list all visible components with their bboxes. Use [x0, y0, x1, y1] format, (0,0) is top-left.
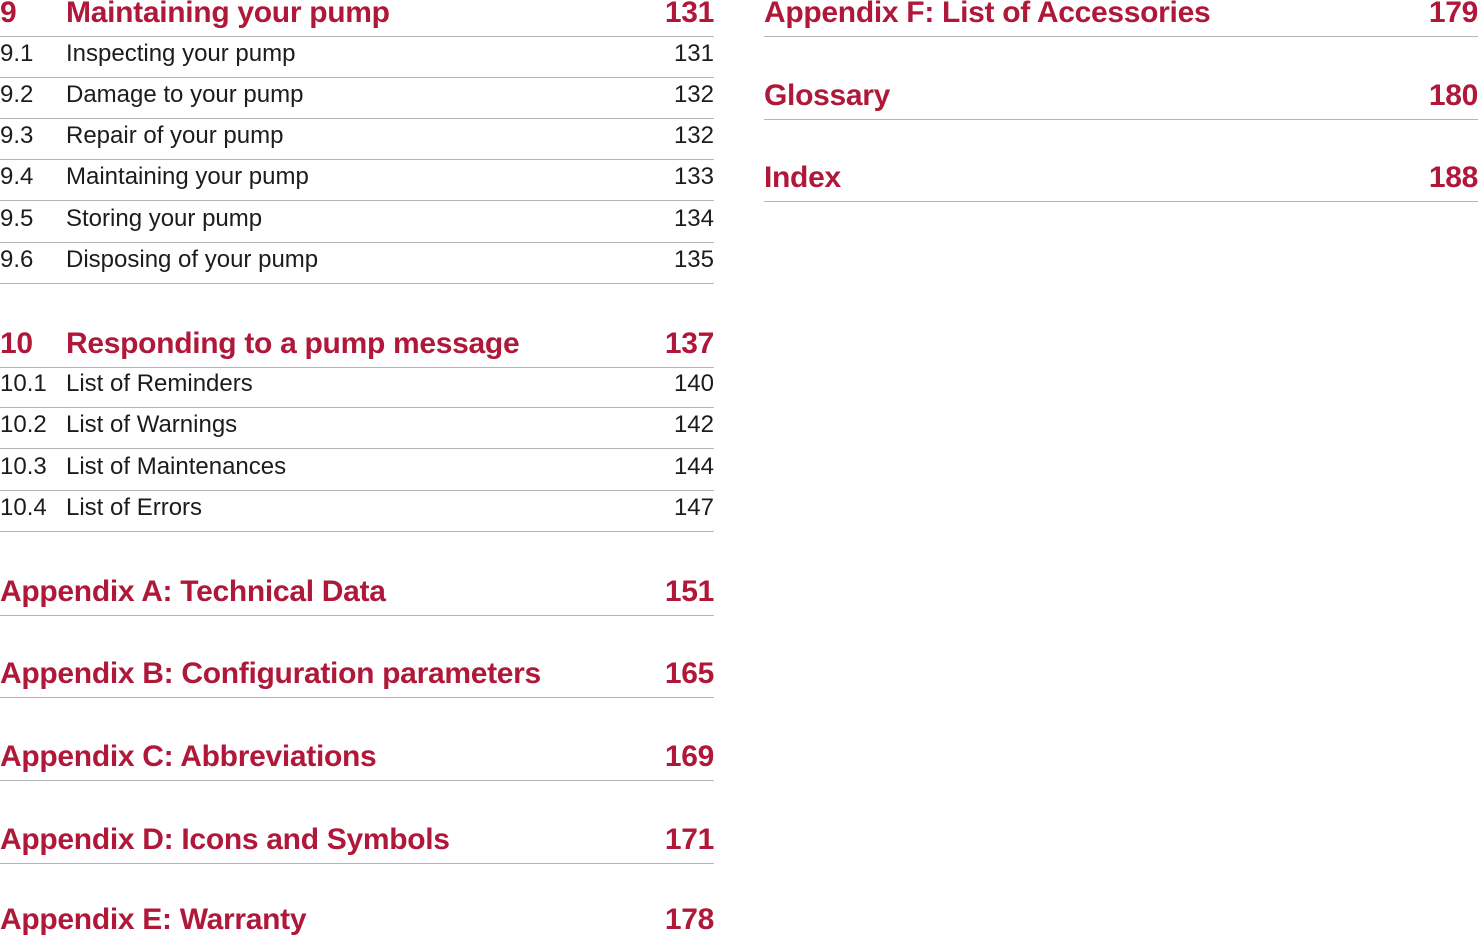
appendix-title: Appendix B: Configuration parameters [0, 657, 541, 690]
toc-section-9-1[interactable] [0, 37, 714, 78]
appendix-page: 169 [664, 740, 714, 773]
toc-chapter-10[interactable] [0, 326, 714, 368]
section-title: Repair of your pump [66, 122, 284, 149]
section-title: Damage to your pump [66, 81, 304, 108]
section-title: List of Maintenances [66, 453, 287, 480]
section-title: Maintaining your pump [66, 163, 309, 190]
appendix-page: 179 [1428, 0, 1478, 29]
toc-section-9-4[interactable] [0, 160, 714, 201]
index-title: Index [764, 161, 841, 194]
section-title: Disposing of your pump [66, 246, 319, 273]
toc-section-9-2[interactable] [0, 78, 714, 119]
toc-chapter-9[interactable] [0, 0, 714, 37]
section-number: 9.5 [0, 205, 34, 232]
toc-glossary[interactable] [764, 78, 1478, 120]
section-number: 9.2 [0, 81, 34, 108]
appendix-title: Appendix A: Technical Data [0, 575, 386, 608]
section-title: Storing your pump [66, 205, 263, 232]
section-page: 134 [673, 205, 714, 232]
section-number: 9.4 [0, 163, 34, 190]
section-number: 9.3 [0, 122, 34, 149]
toc-section-9-6[interactable] [0, 243, 714, 284]
appendix-page: 178 [664, 903, 714, 936]
toc-appendix-b[interactable] [0, 656, 714, 698]
toc-section-9-3[interactable] [0, 119, 714, 160]
appendix-title: Appendix D: Icons and Symbols [0, 823, 450, 856]
chapter-title: Responding to a pump message [66, 327, 520, 360]
appendix-page: 151 [664, 575, 714, 608]
appendix-title: Appendix C: Abbreviations [0, 740, 377, 773]
chapter-page: 131 [664, 0, 714, 29]
section-page: 135 [673, 246, 714, 273]
section-number: 10.4 [0, 494, 47, 521]
toc-appendix-f[interactable] [764, 0, 1478, 37]
toc-index[interactable] [764, 160, 1478, 202]
section-page: 132 [673, 81, 714, 108]
appendix-page: 165 [664, 657, 714, 690]
section-number: 10.3 [0, 453, 47, 480]
toc-appendix-c[interactable] [0, 739, 714, 781]
section-title: List of Errors [66, 494, 203, 521]
section-title: Inspecting your pump [66, 40, 296, 67]
chapter-page: 137 [664, 327, 714, 360]
section-number: 10.2 [0, 411, 47, 438]
toc-section-9-5[interactable] [0, 202, 714, 243]
chapter-number: 10 [0, 327, 33, 360]
section-number: 9.1 [0, 40, 34, 67]
toc-section-10-4[interactable] [0, 491, 714, 532]
section-page: 133 [673, 163, 714, 190]
section-number: 9.6 [0, 246, 34, 273]
appendix-title: Appendix F: List of Accessories [764, 0, 1211, 29]
toc-section-10-3[interactable] [0, 450, 714, 491]
section-page: 142 [673, 411, 714, 438]
index-page: 188 [1428, 161, 1478, 194]
section-page: 147 [673, 494, 714, 521]
glossary-page: 180 [1428, 79, 1478, 112]
toc-section-10-2[interactable] [0, 408, 714, 449]
section-title: List of Warnings [66, 411, 238, 438]
chapter-title: Maintaining your pump [66, 0, 390, 29]
toc-appendix-a[interactable] [0, 574, 714, 616]
toc-appendix-d[interactable] [0, 822, 714, 864]
toc-section-10-1[interactable] [0, 367, 714, 408]
section-page: 144 [673, 453, 714, 480]
toc-appendix-e[interactable] [0, 902, 714, 943]
section-page: 132 [673, 122, 714, 149]
section-title: List of Reminders [66, 370, 253, 397]
chapter-number: 9 [0, 0, 17, 29]
section-page: 140 [673, 370, 714, 397]
section-page: 131 [673, 40, 714, 67]
glossary-title: Glossary [764, 79, 891, 112]
appendix-title: Appendix E: Warranty [0, 903, 307, 936]
section-number: 10.1 [0, 370, 47, 397]
appendix-page: 171 [664, 823, 714, 856]
